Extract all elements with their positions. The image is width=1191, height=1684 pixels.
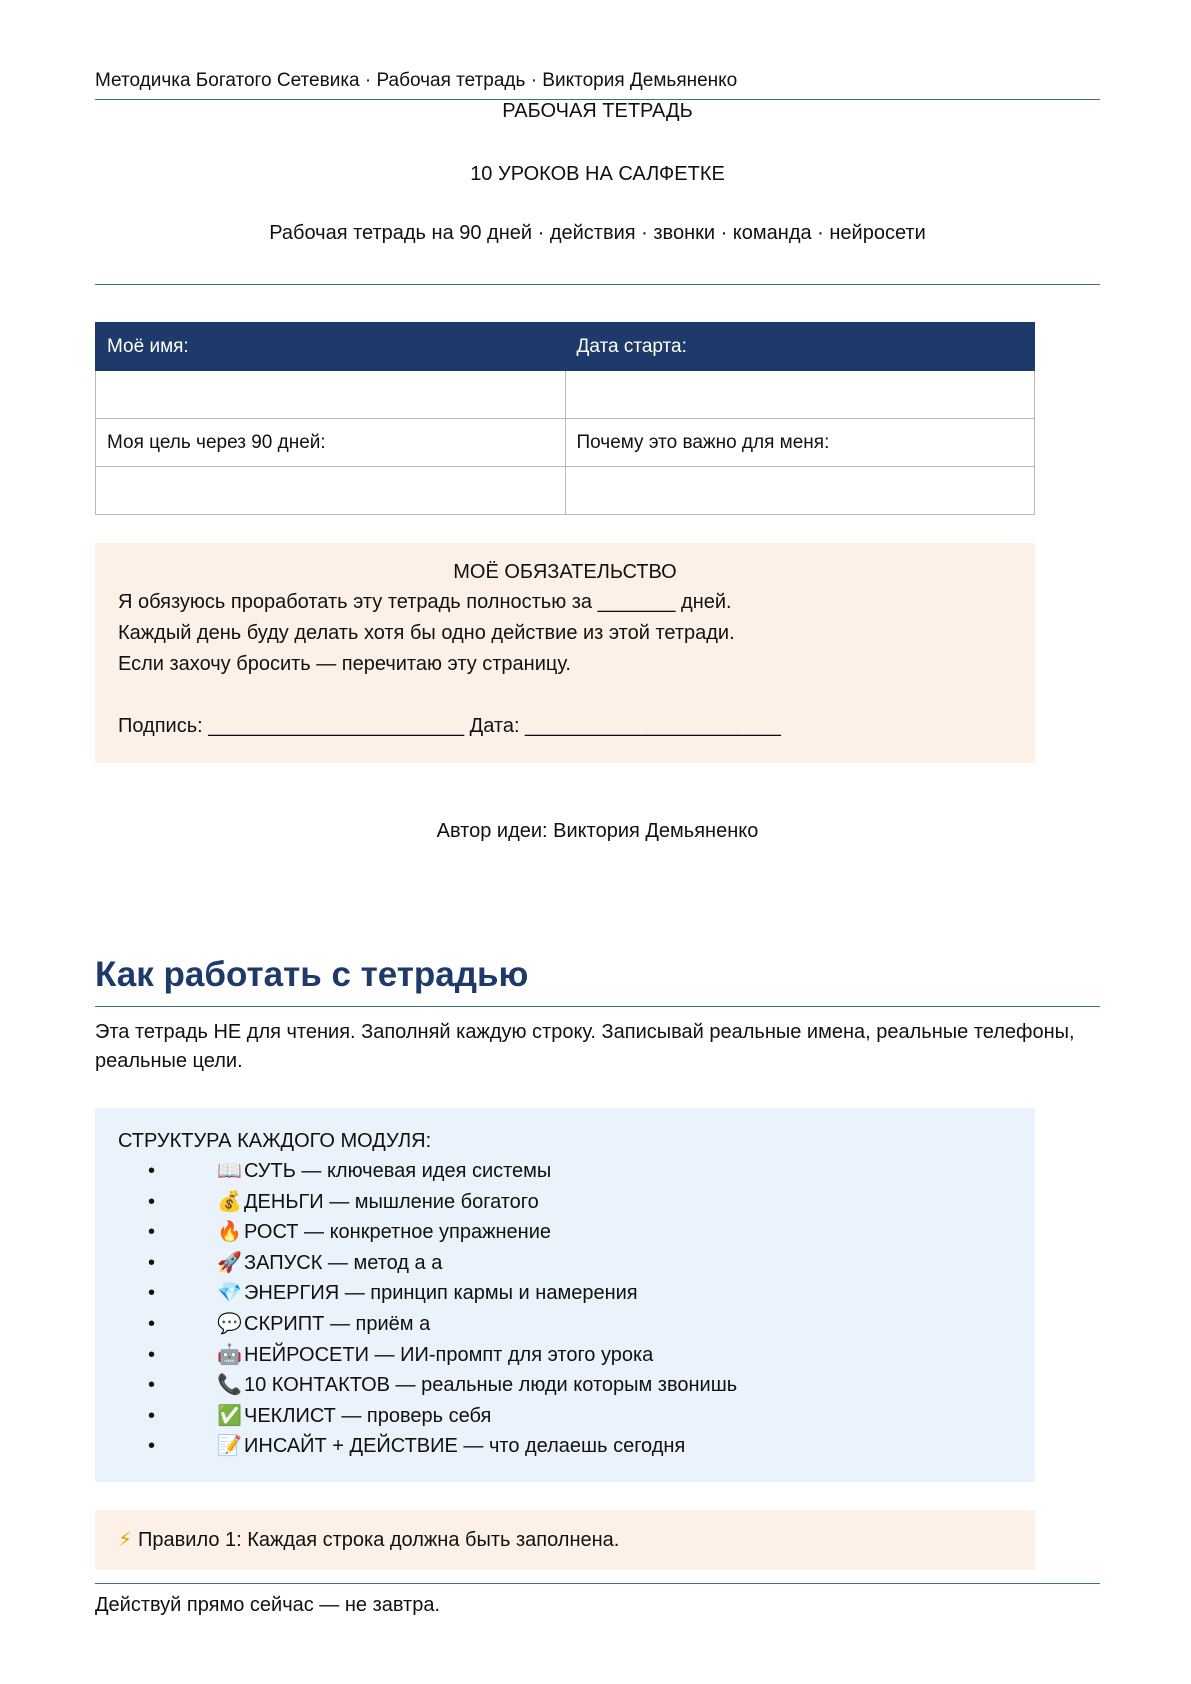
why-field[interactable] <box>565 467 1035 515</box>
list-item-text: ЭНЕРГИЯ — принцип кармы и намерения <box>244 1282 638 1305</box>
book-icon: 📖 <box>217 1160 242 1182</box>
list-item-text: ИНСАЙТ + ДЕЙСТВИЕ — что делаешь сегодня <box>244 1435 686 1458</box>
memo-icon: 📝 <box>217 1435 242 1458</box>
commitment-title: МОЁ ОБЯЗАТЕЛЬСТВО <box>453 561 677 583</box>
start-date-label: Дата старта: <box>565 323 1035 371</box>
structure-list <box>118 1156 1012 1462</box>
name-label: Моё имя: <box>96 323 566 371</box>
start-date-field[interactable] <box>565 371 1035 419</box>
signature-line: Подпись: _______________________ Дата: _______________________ <box>118 715 781 737</box>
name-field[interactable] <box>96 371 566 419</box>
form-input-row <box>96 371 1035 419</box>
bullet: • <box>148 1343 156 1366</box>
list-item <box>118 1217 1012 1248</box>
bullet: • <box>148 1221 156 1244</box>
list-item-text: РОСТ — конкретное упражнение <box>244 1221 552 1244</box>
list-item-text: СУТЬ — ключевая идея системы <box>244 1160 552 1182</box>
list-item-text: СКРИПТ — приём а <box>244 1312 431 1335</box>
why-label: Почему это важно для меня: <box>565 419 1035 467</box>
list-item-text: НЕЙРОСЕТИ — ИИ-промпт для этого урока <box>244 1343 654 1366</box>
doc-title: РАБОЧАЯ ТЕТРАДЬ <box>502 100 693 122</box>
list-item-text: ДЕНЬГИ — мышление богатого <box>244 1190 539 1213</box>
structure-title: СТРУКТУРА КАЖДОГО МОДУЛЯ: <box>118 1130 432 1152</box>
robot-icon: 🤖 <box>217 1343 242 1366</box>
list-item-text: ЧЕКЛИСТ — проверь себя <box>244 1404 492 1427</box>
doc-tagline: Рабочая тетрадь на 90 дней · действия · звонки · команда · нейросети <box>269 222 926 244</box>
form-label-row <box>96 419 1035 467</box>
bullet: • <box>148 1374 156 1397</box>
list-item <box>118 1401 1012 1432</box>
rocket-icon: 🚀 <box>217 1251 242 1274</box>
money-bag-icon: 💰 <box>217 1190 242 1213</box>
form-header-row <box>96 323 1035 371</box>
commitment-line: Каждый день буду делать хотя бы одно действие из этой тетради. <box>118 622 735 644</box>
goal-label: Моя цель через 90 дней: <box>96 419 566 467</box>
list-item <box>118 1370 1012 1401</box>
list-item <box>118 1278 1012 1309</box>
bullet: • <box>148 1282 156 1305</box>
running-header: Методичка Богатого Сетевика · Рабочая тетрадь · Виктория Демьяненко <box>95 69 1100 100</box>
list-item-text: ЗАПУСК — метод а а <box>244 1251 443 1274</box>
check-mark-icon: ✅ <box>217 1404 242 1427</box>
title-divider <box>95 284 1100 285</box>
rule-callout <box>95 1510 1035 1570</box>
list-item <box>118 1340 1012 1371</box>
list-item <box>118 1156 1012 1187</box>
commitment-box <box>95 543 1035 763</box>
gem-icon: 💎 <box>217 1282 242 1305</box>
doc-subtitle-lessons: 10 УРОКОВ НА САЛФЕТКЕ <box>470 163 725 185</box>
list-item <box>118 1309 1012 1340</box>
commitment-line: Я обязуюсь проработать эту тетрадь полностью за _______ дней. <box>118 591 732 613</box>
list-item-text: 10 КОНТАКТОВ — реальные люди которым звонишь <box>244 1374 738 1397</box>
section-intro: Эта тетрадь НЕ для чтения. Заполняй каждую строку. Записывай реальные имена, реальные телефоны, реальные цели. <box>95 1021 1075 1072</box>
bullet: • <box>148 1160 156 1182</box>
module-structure-box <box>95 1108 1035 1482</box>
section-heading: Как работать с тетрадью <box>95 950 1100 1007</box>
bullet: • <box>148 1190 156 1213</box>
phone-icon: 📞 <box>217 1374 242 1397</box>
author-credit: Автор идеи: Виктория Демьяненко <box>436 820 759 842</box>
goal-field[interactable] <box>96 467 566 515</box>
bullet: • <box>148 1251 156 1274</box>
footer-text: Действуй прямо сейчас — не завтра. <box>95 1583 1100 1618</box>
form-input-row <box>96 467 1035 515</box>
fire-icon: 🔥 <box>217 1221 242 1244</box>
rule-text: Правило 1: Каждая строка должна быть заполнена. <box>138 1529 620 1551</box>
speech-bubble-icon: 💬 <box>217 1312 242 1335</box>
list-item <box>118 1431 1012 1462</box>
commitment-line: Если захочу бросить — перечитаю эту страницу. <box>118 653 571 675</box>
bullet: • <box>148 1435 156 1458</box>
list-item <box>118 1187 1012 1218</box>
bullet: • <box>148 1312 156 1335</box>
bullet: • <box>148 1404 156 1427</box>
list-item <box>118 1248 1012 1279</box>
lightning-icon: ⚡ <box>118 1529 133 1551</box>
profile-form-table <box>95 322 1035 515</box>
